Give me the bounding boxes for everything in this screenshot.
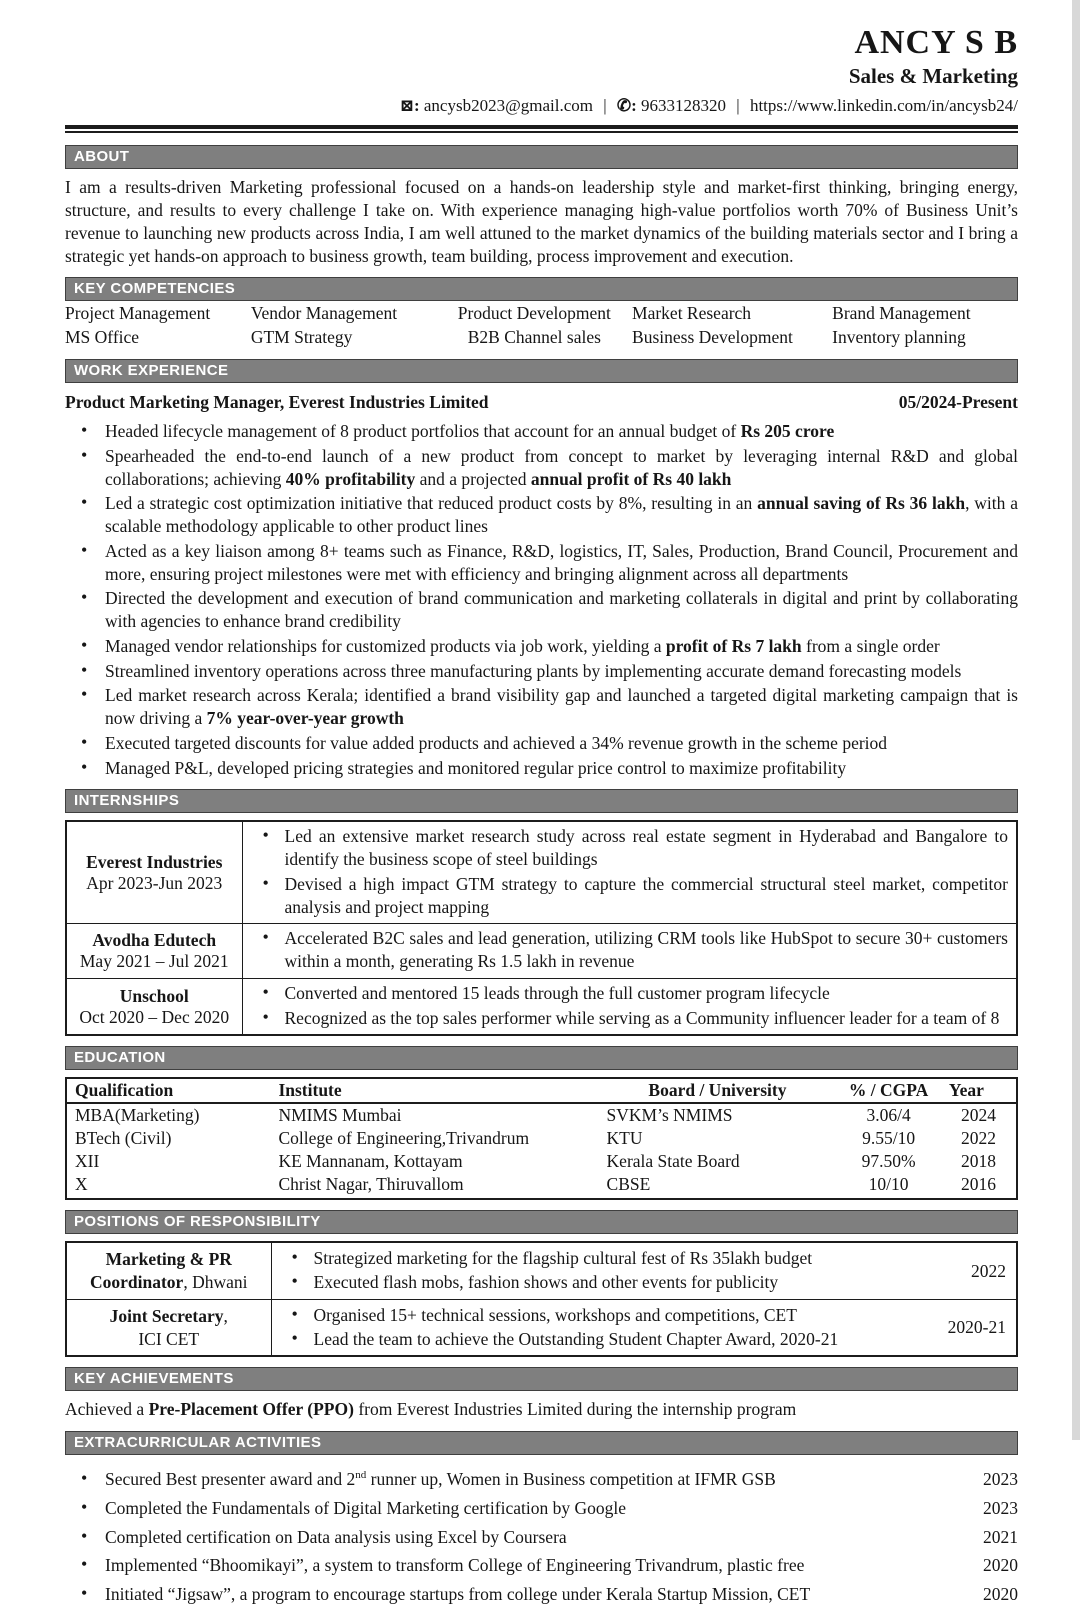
section-bar-key-competencies: KEY COMPETENCIES	[65, 277, 1018, 301]
section-bar-key-achievements: KEY ACHIEVEMENTS	[65, 1367, 1018, 1391]
internship-row	[66, 821, 1017, 924]
key-achievement-text: Achieved a Pre-Placement Offer (PPO) from Everest Industries Limited during the internship program	[65, 1399, 797, 1420]
education-board: Kerala State Board	[606, 1151, 740, 1172]
work-bullet: • Acted as a key liaison among 8+ teams such as Finance, R&D, logistics, IT, Sales, Production, Brand Council, Procurement and more, ensuring project milestones were met with efficiency and bringing alignment across all departments	[65, 540, 1018, 586]
education-qualification: XII	[75, 1151, 100, 1172]
internship-org-cell	[66, 924, 242, 979]
competency-item: Brand Management	[832, 303, 971, 324]
extracurricular-list	[65, 1468, 1018, 1606]
internship-dates: Oct 2020 – Dec 2020	[79, 1006, 230, 1027]
position-bullets	[280, 1247, 928, 1294]
education-table	[65, 1077, 1018, 1200]
bullet-item: • Lead the team to achieve the Outstanding Student Chapter Award, 2020-21	[280, 1328, 928, 1351]
education-score: 97.50%	[861, 1151, 916, 1172]
work-bullet: • Spearheaded the end-to-end launch of a new product from concept to market by leveraging internal R&D and global collaborations; achieving 40% profitability and a projected annual profit of Rs 40 lakh	[65, 445, 1018, 491]
internship-detail-cell	[242, 978, 1017, 1035]
education-header-cell: Institute	[270, 1078, 598, 1103]
candidate-name: ANCY S B	[854, 24, 1018, 61]
internship-org-cell	[66, 978, 242, 1035]
extracurricular-year: 2020	[983, 1555, 1018, 1576]
extracurricular-item	[65, 1468, 1018, 1491]
work-experience-bullets	[65, 420, 1018, 779]
extracurricular-year: 2020	[983, 1584, 1018, 1605]
section-bar-work-experience: WORK EXPERIENCE	[65, 359, 1018, 383]
education-qualification: X	[75, 1174, 88, 1195]
competency-item: Project Management	[65, 303, 211, 324]
education-score: 10/10	[868, 1174, 909, 1195]
education-score: 3.06/4	[866, 1105, 911, 1126]
extracurricular-year: 2023	[983, 1469, 1018, 1490]
bullet-item: • Recognized as the top sales performer while serving as a Community influencer leader for a team of 8	[251, 1007, 1009, 1030]
internship-row	[66, 978, 1017, 1035]
extracurricular-item	[65, 1526, 1018, 1549]
job-dates: 05/2024-Present	[898, 392, 1018, 413]
position-detail-cell	[271, 1299, 935, 1356]
bullet-item: • Accelerated B2C sales and lead generation, utilizing CRM tools like HubSpot to secure 30+ customers within a month, generating Rs 1.5 lakh in revenue	[251, 927, 1009, 973]
competency-item: B2B Channel sales	[467, 327, 601, 348]
section-bar-internships: INTERNSHIPS	[65, 789, 1018, 813]
work-bullet: • Managed P&L, developed pricing strategies and monitored regular price control to maximize profitability	[65, 757, 1018, 780]
email-icon: ⊠:	[399, 96, 420, 116]
education-header-cell: Qualification	[66, 1078, 270, 1103]
internship-bullets	[251, 825, 1009, 918]
education-header-cell: Board / University	[599, 1078, 837, 1103]
education-board: KTU	[606, 1128, 643, 1149]
competency-row	[65, 303, 1018, 325]
positions-table	[65, 1241, 1018, 1357]
education-row	[66, 1103, 1017, 1127]
position-detail-cell	[271, 1242, 935, 1299]
section-bar-about: ABOUT	[65, 145, 1018, 169]
education-year: 2022	[960, 1128, 996, 1149]
internship-detail-cell	[242, 821, 1017, 924]
education-header-cell: % / CGPA	[836, 1078, 941, 1103]
bullet-item: • Led an extensive market research study across real estate segment in Hyderabad and Bangalore to identify the business scope of steel buildings	[251, 825, 1009, 871]
work-bullet: • Headed lifecycle management of 8 product portfolios that account for an annual budget of Rs 205 crore	[65, 420, 1018, 443]
work-bullet: • Executed targeted discounts for value added products and achieved a 34% revenue growth in the scheme period	[65, 732, 1018, 755]
bullet-item: • Organised 15+ technical sessions, workshops and competitions, CET	[280, 1304, 928, 1327]
competency-item: Vendor Management	[250, 303, 398, 324]
internship-dates: May 2021 – Jul 2021	[79, 951, 229, 972]
competency-row	[65, 327, 1018, 349]
extracurricular-text: • Initiated “Jigsaw”, a program to encourage startups from college under Kerala Startup Mission, CET	[105, 1584, 811, 1605]
internship-org: Avodha Edutech	[92, 930, 217, 951]
education-row	[66, 1150, 1017, 1173]
job-title-line	[65, 392, 1018, 413]
extracurricular-year: 2021	[983, 1526, 1018, 1547]
education-institute: NMIMS Mumbai	[278, 1105, 402, 1126]
competency-item: MS Office	[65, 327, 140, 348]
internship-org: Everest Industries	[86, 851, 223, 872]
candidate-role: Sales & Marketing	[848, 64, 1018, 89]
education-year: 2024	[960, 1105, 996, 1126]
work-bullet: • Streamlined inventory operations across three manufacturing plants by implementing accurate demand forecasting models	[65, 660, 1018, 683]
bullet-item: • Strategized marketing for the flagship cultural fest of Rs 35lakh budget	[280, 1247, 928, 1270]
extracurricular-item	[65, 1583, 1018, 1606]
work-bullet: • Directed the development and execution of brand communication and marketing collaterals in digital and print by collaborating with agencies to enhance brand credibility	[65, 587, 1018, 633]
extracurricular-item	[65, 1554, 1018, 1577]
extracurricular-text: • Implemented “Bhoomikayi”, a system to transform College of Engineering Trivandrum, plastic free	[105, 1555, 805, 1576]
extracurricular-text: • Completed the Fundamentals of Digital Marketing certification by Google	[105, 1497, 626, 1518]
section-bar-education: EDUCATION	[65, 1046, 1018, 1070]
extracurricular-item	[65, 1497, 1018, 1520]
section-bar-extracurricular: EXTRACURRICULAR ACTIVITIES	[65, 1431, 1018, 1455]
phone-number: 9633128320	[641, 96, 727, 116]
position-role-cell	[66, 1242, 271, 1299]
work-bullet: • Managed vendor relationships for customized products via job work, yielding a profit of Rs 7 lakh from a single order	[65, 635, 1018, 658]
about-text: I am a results-driven Marketing professional focused on a hands-on leadership style and market-first thinking, bringing energy, structure, and results to every challenge I take on. With experience managing high-value portfolios worth 70% of Business Unit’s revenue to launching new products across India, I am well attuned to the market dynamics of the building materials sector and I bring a strategic yet hands-on approach to business growth, team building, process improvement and execution.	[65, 177, 1018, 266]
internship-org-cell	[66, 821, 242, 924]
competency-item: Inventory planning	[832, 327, 966, 348]
email-address: ancysb2023@gmail.com	[423, 96, 593, 116]
internship-org: Unschool	[119, 985, 189, 1006]
education-row	[66, 1127, 1017, 1150]
education-institute: College of Engineering,Trivandrum	[278, 1128, 530, 1149]
education-year: 2018	[960, 1151, 996, 1172]
phone-icon: ✆:	[616, 96, 637, 116]
internship-detail-cell	[242, 924, 1017, 979]
position-row	[66, 1299, 1017, 1356]
position-role-line2: ICI CET	[138, 1328, 200, 1349]
position-row	[66, 1242, 1017, 1299]
internships-table	[65, 820, 1018, 1036]
bullet-item: • Converted and mentored 15 leads through the full customer program lifecycle	[251, 982, 1009, 1005]
position-year: 2020-21	[947, 1317, 1006, 1338]
contact-line	[65, 96, 1018, 116]
position-bullets	[280, 1304, 928, 1351]
work-bullet: • Led market research across Kerala; identified a brand visibility gap and launched a targeted digital marketing campaign that is now driving a 7% year-over-year growth	[65, 684, 1018, 730]
position-role-line1: Marketing & PR	[105, 1249, 232, 1270]
job-title: Product Marketing Manager, Everest Industries Limited	[65, 392, 489, 413]
education-qualification: BTech (Civil)	[75, 1128, 172, 1149]
position-role-line2: Coordinator, Dhwani	[90, 1272, 248, 1293]
education-header-row	[66, 1078, 1017, 1103]
bullet-item: • Devised a high impact GTM strategy to capture the commercial structural steel market, competitor analysis and project mapping	[251, 873, 1009, 919]
competency-item: Market Research	[632, 303, 752, 324]
education-header-cell: Year	[941, 1078, 1017, 1103]
bullet-item: • Executed flash mobs, fashion shows and other events for publicity	[280, 1271, 928, 1294]
position-role-cell	[66, 1299, 271, 1356]
position-year: 2022	[971, 1260, 1006, 1281]
extracurricular-year: 2023	[983, 1497, 1018, 1518]
extracurricular-text: • Completed certification on Data analysis using Excel by Coursera	[105, 1526, 567, 1547]
contact-separator: |	[603, 96, 607, 116]
education-board: SVKM’s NMIMS	[606, 1105, 733, 1126]
extracurricular-text: • Secured Best presenter award and 2nd runner up, Women in Business competition at IFMR GSB	[105, 1469, 776, 1490]
internship-bullets	[251, 982, 1009, 1030]
internship-row	[66, 924, 1017, 979]
page-right-edge	[1072, 0, 1080, 1440]
education-score: 9.55/10	[862, 1128, 916, 1149]
education-board: CBSE	[606, 1174, 651, 1195]
linkedin-url: https://www.linkedin.com/in/ancysb24/	[749, 96, 1018, 116]
contact-separator: |	[736, 96, 740, 116]
resume-header	[65, 24, 1018, 133]
competency-item: Product Development	[457, 303, 611, 324]
education-year: 2016	[960, 1174, 996, 1195]
section-bar-positions: POSITIONS OF RESPONSIBILITY	[65, 1210, 1018, 1234]
internship-dates: Apr 2023-Jun 2023	[86, 872, 223, 893]
work-bullet: • Led a strategic cost optimization initiative that reduced product costs by 8%, resulting in an annual saving of Rs 36 lakh, with a scalable methodology applicable to other product lines	[65, 492, 1018, 538]
education-qualification: MBA(Marketing)	[75, 1105, 200, 1126]
education-institute: Christ Nagar, Thiruvallom	[278, 1174, 464, 1195]
header-divider	[65, 125, 1018, 133]
education-institute: KE Mannanam, Kottayam	[278, 1151, 463, 1172]
education-row	[66, 1173, 1017, 1199]
internship-bullets	[251, 927, 1009, 973]
competency-item: GTM Strategy	[250, 327, 353, 348]
position-role-line1: Joint Secretary,	[109, 1305, 228, 1326]
competency-item: Business Development	[632, 327, 793, 348]
